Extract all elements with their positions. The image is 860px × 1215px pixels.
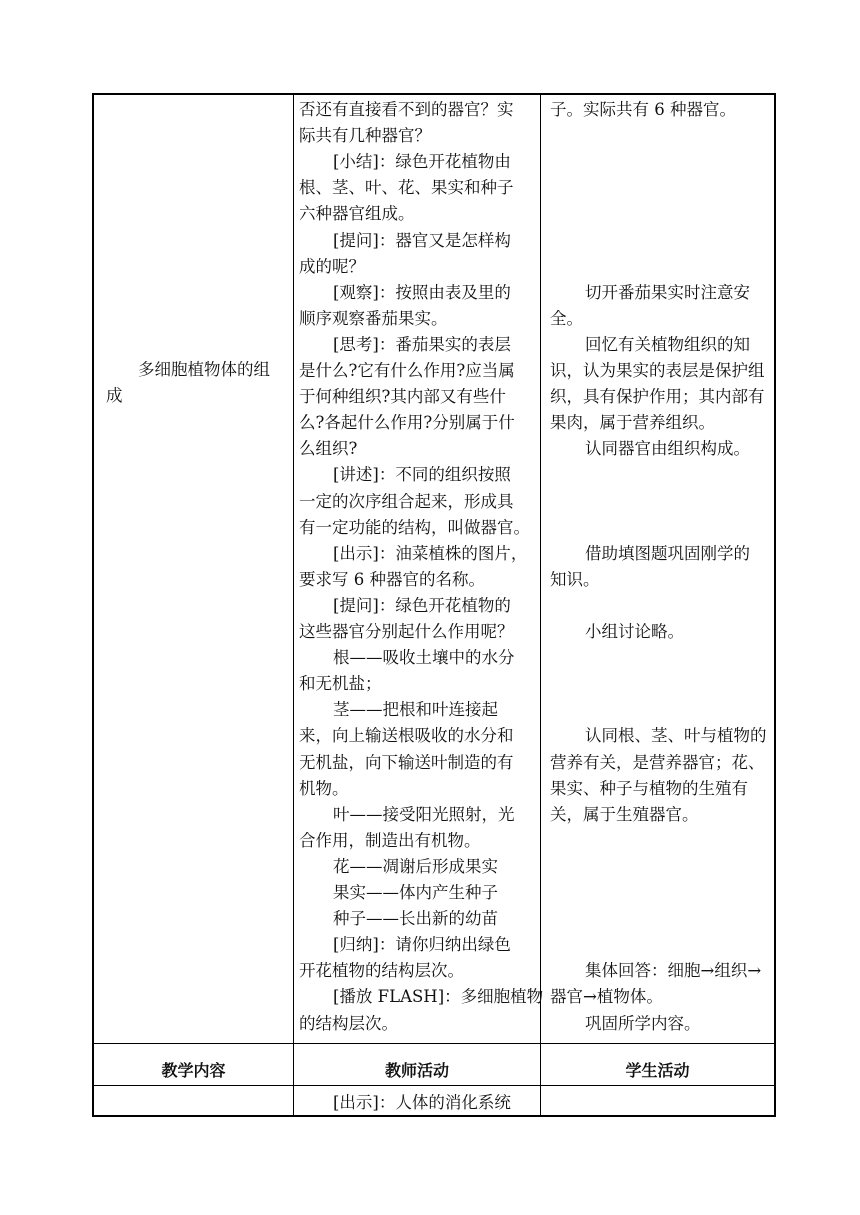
- teacher-line: 根——吸收土壤中的水分: [333, 648, 515, 668]
- student-line: 识，认为果实的表层是保护组: [550, 361, 765, 380]
- teacher-line: 合作用，制造出有机物。: [299, 830, 481, 850]
- next-row-teacher-text: [出示]：人体的消化系统: [333, 1093, 511, 1112]
- teacher-line: 开花植物的结构层次。: [299, 961, 464, 981]
- column-divider-2: [540, 95, 541, 1117]
- teacher-line: 顺序观察番茄果实。: [299, 308, 448, 328]
- student-line: 织，具有保护作用；其内部有: [550, 387, 765, 407]
- student-line: 果肉，属于营养组织。: [550, 413, 715, 433]
- student-line: 知识。: [550, 569, 600, 589]
- student-line: 小组讨论略。: [585, 622, 684, 641]
- section-title-line: 多细胞植物体的组: [138, 360, 270, 379]
- student-line: 认同器官由组织构成。: [585, 439, 750, 459]
- student-line: 切开番茄果实时注意安: [585, 282, 750, 302]
- column-divider-1: [293, 95, 294, 1117]
- teacher-line: 这些器官分别起什么作用呢？: [299, 622, 514, 641]
- teacher-line: 来，向上输送根吸收的水分和: [299, 726, 514, 746]
- teacher-line: [提问]：器官又是怎样构: [333, 230, 511, 250]
- header-teacher: 教师活动: [384, 1061, 449, 1080]
- student-line: 器官→植物体。: [550, 987, 663, 1007]
- teacher-line: [提问]：绿色开花植物的: [333, 595, 511, 615]
- row-divider-header-top: [94, 1043, 774, 1044]
- teacher-line: 种子——长出新的幼苗: [333, 909, 498, 929]
- teacher-line: [归纳]：请你归纳出绿色: [333, 935, 511, 955]
- student-line: 关，属于生殖器官。: [550, 804, 699, 824]
- teacher-line: 要求写 6 种器官的名称。: [299, 569, 485, 589]
- teacher-line: 际共有几种器官？: [299, 126, 431, 146]
- teacher-line: 的结构层次。: [299, 1013, 398, 1033]
- student-line: 集体回答：细胞→组织→: [585, 961, 762, 981]
- teacher-line: [观察]：按照由表及里的: [333, 282, 511, 302]
- student-line: 全。: [550, 308, 583, 328]
- teacher-line: 么?各起什么作用?分别属于什: [299, 413, 515, 433]
- teacher-line: [出示]：油菜植株的图片，: [333, 543, 528, 563]
- teacher-line: 花——凋谢后形成果实: [333, 856, 498, 876]
- row-divider-header-bottom: [94, 1085, 774, 1086]
- student-line: 子。实际共有 6 种器官。: [550, 100, 736, 119]
- student-line: 借助填图题巩固刚学的: [585, 543, 750, 563]
- teacher-line: 果实——体内产生种子: [333, 883, 498, 902]
- teacher-line: [思考]：番茄果实的表层: [333, 334, 511, 354]
- teacher-line: 无机盐，向下输送叶制造的有: [299, 752, 514, 772]
- teacher-line: 一定的次序组合起来，形成具: [299, 491, 514, 511]
- teacher-line: 成的呢？: [299, 256, 365, 276]
- teacher-line: 根、茎、叶、花、果实和种子: [299, 178, 514, 198]
- student-line: 回忆有关植物组织的知: [585, 334, 750, 354]
- header-content: 教学内容: [161, 1061, 226, 1080]
- teacher-line: 叶——接受阳光照射，光: [333, 804, 515, 824]
- student-line: 果实、种子与植物的生殖有: [550, 778, 748, 798]
- teacher-line: [讲述]：不同的组织按照: [333, 465, 511, 485]
- student-line: 营养有关，是营养器官；花、: [550, 752, 765, 772]
- student-line: 认同根、茎、叶与植物的: [585, 726, 767, 746]
- teacher-line: 六种器官组成。: [299, 204, 415, 224]
- teacher-line: 于何种组织?其内部又有些什: [299, 387, 506, 407]
- student-line: 巩固所学内容。: [585, 1013, 701, 1033]
- section-title-line: 成: [106, 386, 123, 405]
- teacher-line: 和无机盐；: [299, 674, 382, 694]
- header-student: 学生活动: [625, 1061, 690, 1080]
- teacher-line: 是什么?它有什么作用?应当属: [299, 361, 515, 380]
- teacher-line: 否还有直接看不到的器官？实: [299, 100, 514, 119]
- teacher-line: 机物。: [299, 778, 349, 798]
- teacher-line: [小结]：绿色开花植物由: [333, 152, 511, 172]
- teacher-line: [播放 FLASH]：多细胞植物: [333, 987, 544, 1007]
- teacher-line: 茎——把根和叶连接起: [333, 700, 498, 720]
- lesson-table: [92, 93, 776, 1117]
- teacher-line: 有一定功能的结构，叫做器官。: [299, 517, 530, 537]
- teacher-line: 么组织?: [299, 439, 358, 459]
